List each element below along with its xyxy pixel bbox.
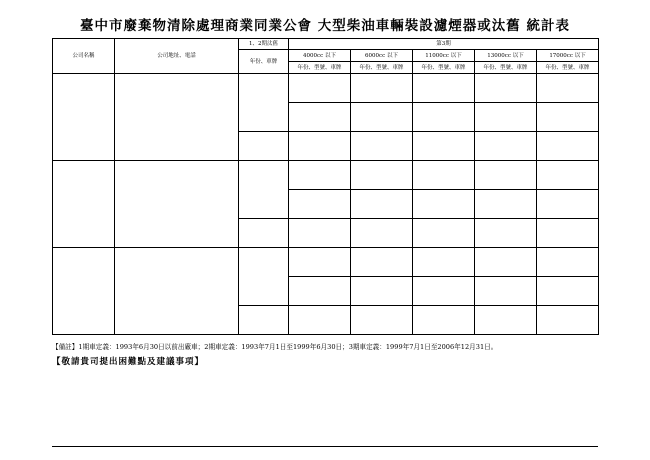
header-cc-13000: 13000cc 以下 — [475, 50, 537, 62]
phase3-cell[interactable] — [537, 103, 599, 132]
phase3-cell[interactable] — [475, 74, 537, 103]
phase3-cell[interactable] — [289, 306, 351, 335]
phase3-cell[interactable] — [289, 277, 351, 306]
phase3-cell[interactable] — [413, 306, 475, 335]
company-name-cell[interactable] — [53, 248, 115, 335]
phase3-cell[interactable] — [413, 132, 475, 161]
phase3-cell[interactable] — [351, 190, 413, 219]
header-cc-11000: 11000cc 以下 — [413, 50, 475, 62]
header-cc-6000: 6000cc 以下 — [351, 50, 413, 62]
phase3-cell[interactable] — [413, 219, 475, 248]
phase3-cell[interactable] — [289, 103, 351, 132]
company-name-cell[interactable] — [53, 161, 115, 248]
phase3-cell[interactable] — [475, 248, 537, 277]
phase3-cell[interactable] — [289, 248, 351, 277]
phase3-cell[interactable] — [413, 161, 475, 190]
table-body — [53, 74, 599, 335]
phase3-cell[interactable] — [537, 190, 599, 219]
header-cc-4000: 4000cc 以下 — [289, 50, 351, 62]
phase12-cell[interactable] — [239, 219, 289, 248]
table-row — [53, 74, 599, 103]
phase12-cell[interactable] — [239, 248, 289, 306]
phase3-cell[interactable] — [537, 161, 599, 190]
phase3-cell[interactable] — [289, 219, 351, 248]
header-cc-sub: 年份、型號、車牌 — [413, 62, 475, 74]
phase3-cell[interactable] — [475, 277, 537, 306]
phase3-cell[interactable] — [351, 277, 413, 306]
phase3-cell[interactable] — [351, 248, 413, 277]
phase3-cell[interactable] — [289, 161, 351, 190]
header-phase12: 1、2期汰舊 — [239, 39, 289, 50]
phase3-cell[interactable] — [351, 74, 413, 103]
phase3-cell[interactable] — [413, 277, 475, 306]
phase3-cell[interactable] — [413, 103, 475, 132]
phase3-cell[interactable] — [537, 277, 599, 306]
phase3-cell[interactable] — [537, 306, 599, 335]
statistics-table — [52, 38, 599, 335]
phase3-cell[interactable] — [413, 190, 475, 219]
phase3-cell[interactable] — [289, 74, 351, 103]
phase3-cell[interactable] — [351, 103, 413, 132]
header-company-address: 公司地址、電話 — [115, 39, 239, 74]
phase3-cell[interactable] — [351, 219, 413, 248]
table-row — [53, 248, 599, 277]
phase12-cell[interactable] — [239, 132, 289, 161]
phase12-cell[interactable] — [239, 161, 289, 219]
suggestion-heading: 【敬請貴司提出困難點及建議事項】 — [52, 357, 205, 367]
phase3-cell[interactable] — [475, 103, 537, 132]
phase3-cell[interactable] — [537, 219, 599, 248]
header-cc-sub: 年份、型號、車牌 — [351, 62, 413, 74]
header-company-name: 公司名稱 — [53, 39, 115, 74]
header-phase3: 第3期 — [289, 39, 599, 50]
phase12-cell[interactable] — [239, 306, 289, 335]
header-cc-17000: 17000cc 以下 — [537, 50, 599, 62]
company-address-cell[interactable] — [115, 74, 239, 161]
company-address-cell[interactable] — [115, 161, 239, 248]
phase12-cell[interactable] — [239, 74, 289, 132]
phase3-cell[interactable] — [351, 132, 413, 161]
phase3-cell[interactable] — [289, 132, 351, 161]
bottom-rule — [52, 446, 598, 447]
header-phase12-sub: 年份、車牌 — [239, 50, 289, 74]
phase3-cell[interactable] — [537, 132, 599, 161]
header-cc-sub: 年份、型號、車牌 — [537, 62, 599, 74]
phase3-cell[interactable] — [351, 161, 413, 190]
phase3-cell[interactable] — [351, 306, 413, 335]
phase3-cell[interactable] — [475, 161, 537, 190]
phase3-cell[interactable] — [413, 74, 475, 103]
phase3-cell[interactable] — [537, 248, 599, 277]
phase3-cell[interactable] — [475, 190, 537, 219]
page-title: 臺中市廢棄物清除處理商業同業公會 大型柴油車輛裝設濾煙器或汰舊 統計表 — [80, 18, 570, 34]
phase3-cell[interactable] — [413, 248, 475, 277]
phase3-cell[interactable] — [537, 74, 599, 103]
company-address-cell[interactable] — [115, 248, 239, 335]
header-cc-sub: 年份、型號、車牌 — [475, 62, 537, 74]
table-row — [53, 161, 599, 190]
header-cc-sub: 年份、型號、車牌 — [289, 62, 351, 74]
notes-text: 【備註】1期車定義：1993年6月30日以前出廠車；2期車定義：1993年7月1日至1999年6月30日；3期車定義：1999年7月1日至2006年12月31日。 — [52, 343, 498, 351]
phase3-cell[interactable] — [475, 306, 537, 335]
company-name-cell[interactable] — [53, 74, 115, 161]
phase3-cell[interactable] — [475, 132, 537, 161]
phase3-cell[interactable] — [289, 190, 351, 219]
phase3-cell[interactable] — [475, 219, 537, 248]
